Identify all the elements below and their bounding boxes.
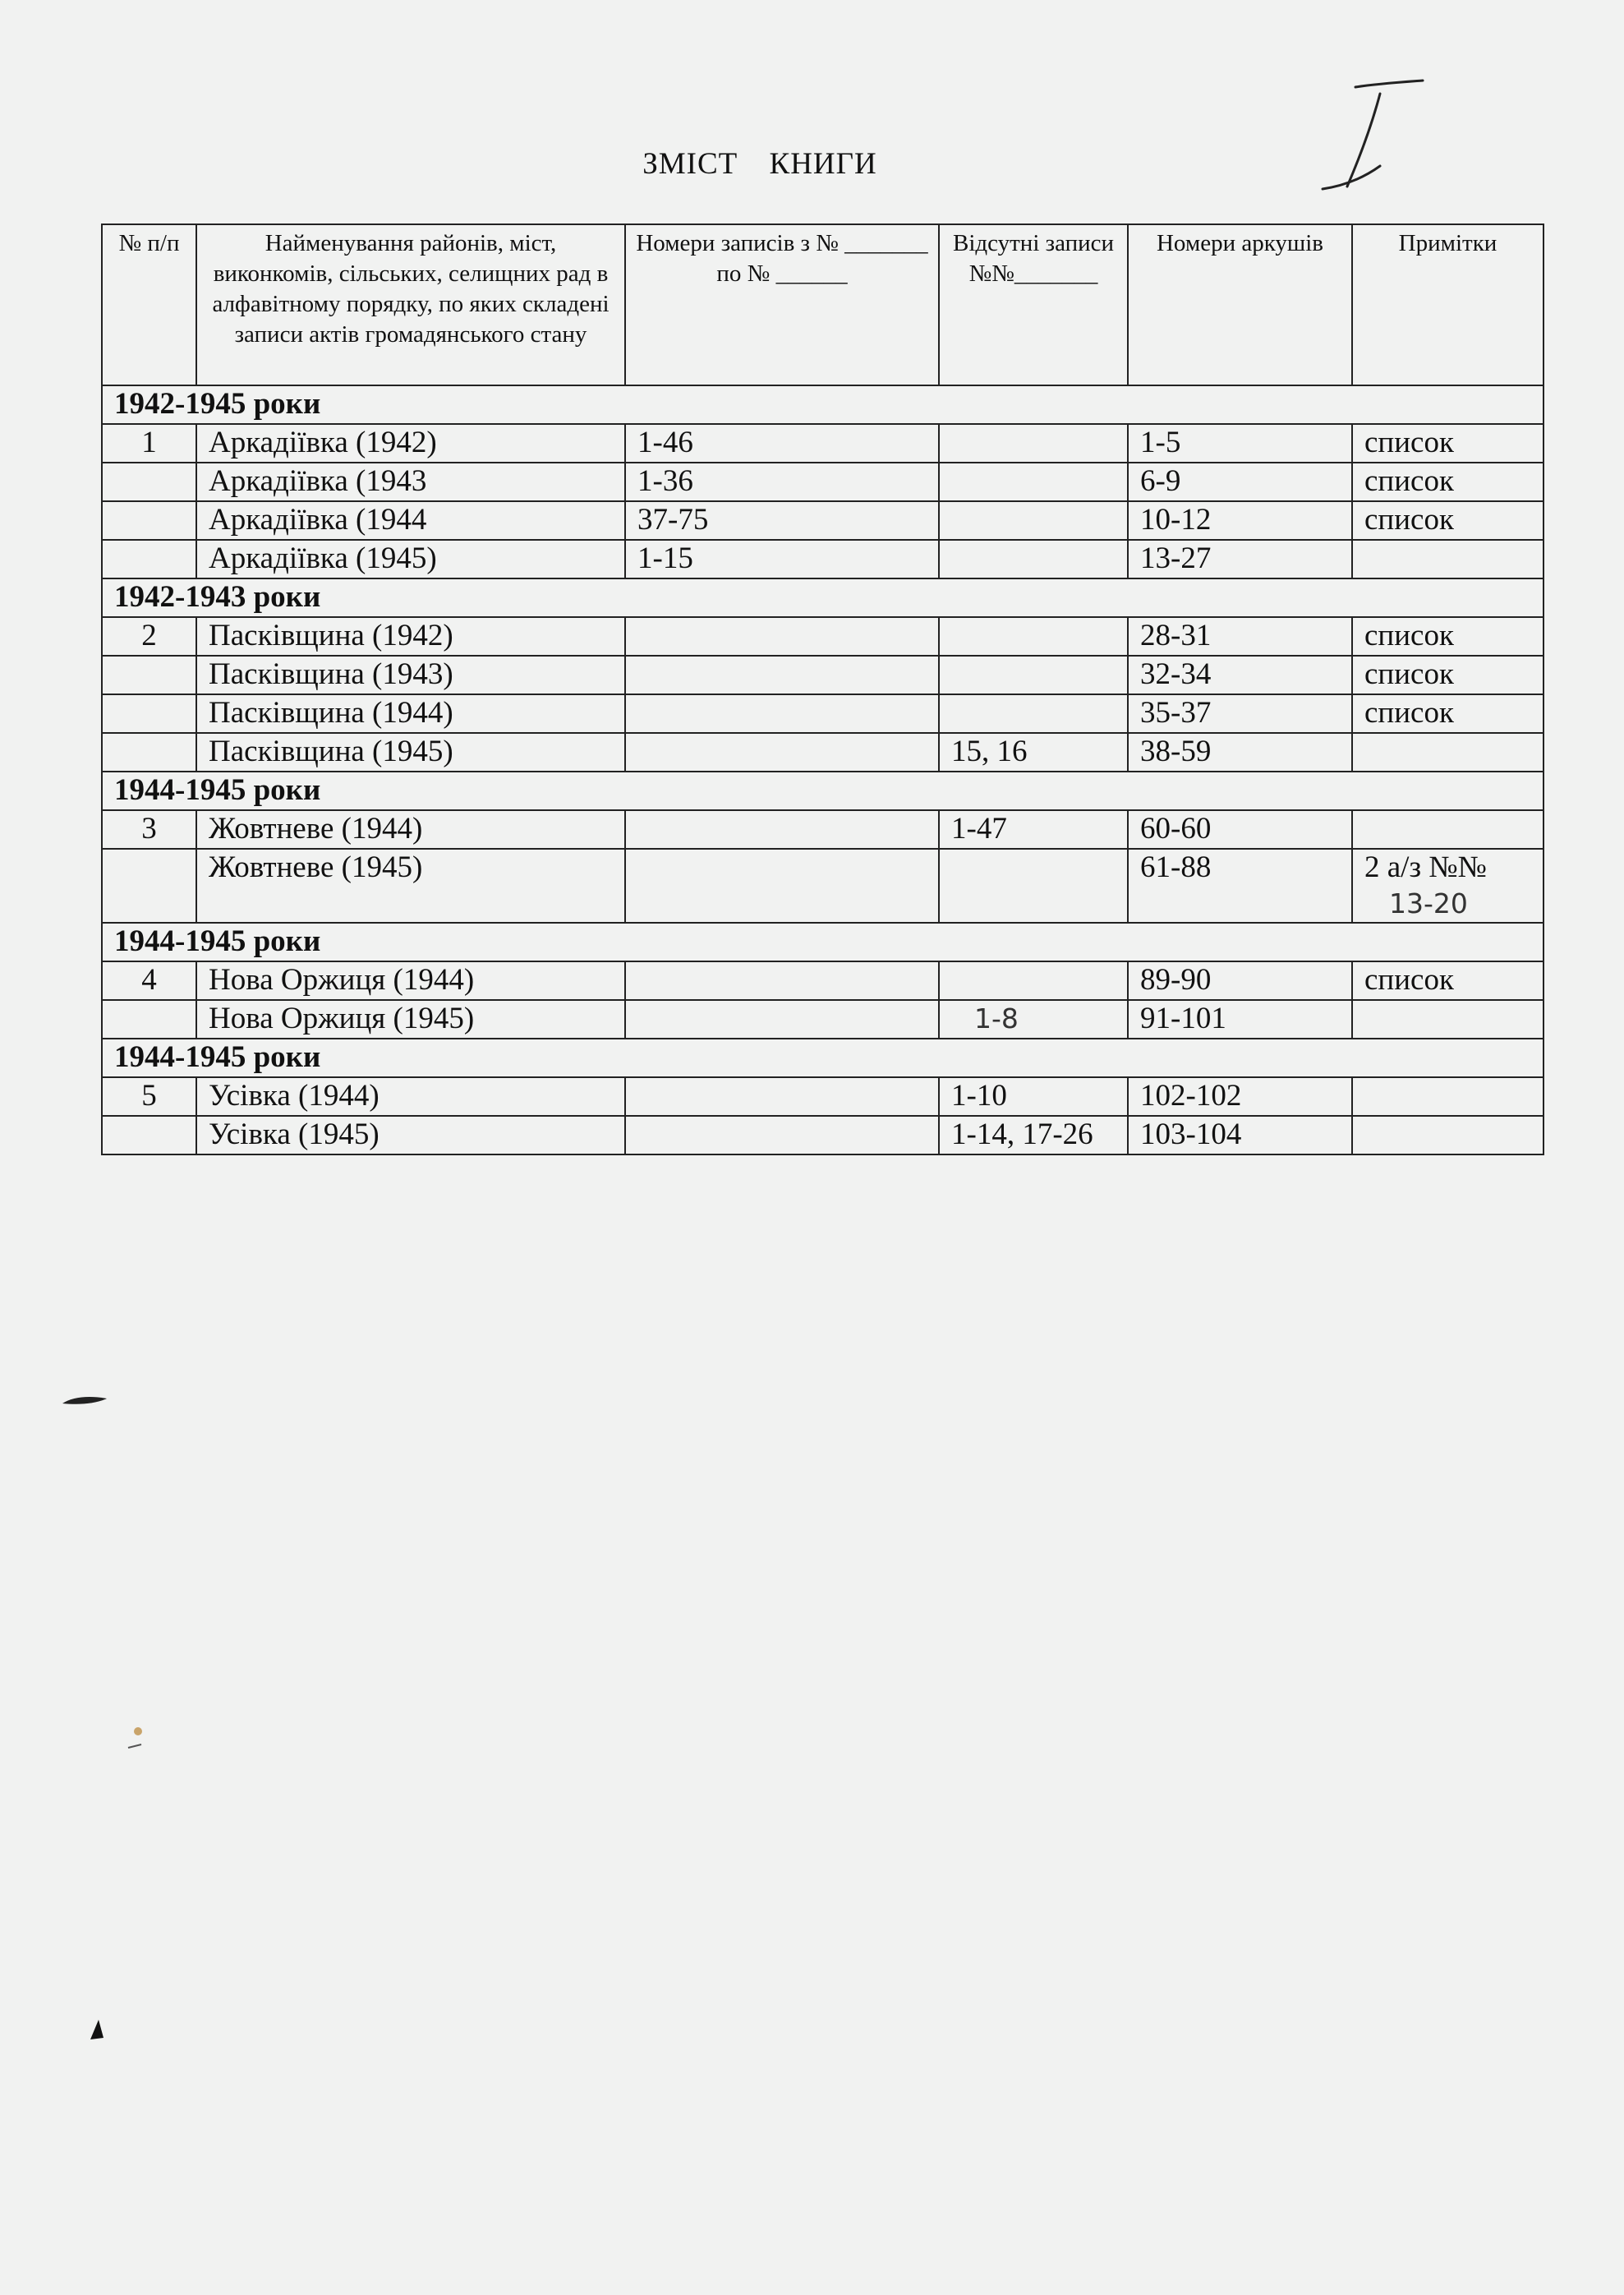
row-number: 2 — [102, 617, 196, 656]
record-numbers: 37-75 — [625, 501, 939, 540]
record-numbers — [625, 1077, 939, 1116]
section-heading: 1944-1945 роки — [102, 772, 1543, 810]
sheet-numbers: 1-5 — [1128, 424, 1352, 463]
handwritten-note-line: 13-20 — [1389, 887, 1468, 919]
settlement-name: Пасківщина (1944) — [196, 694, 625, 733]
sheet-numbers: 32-34 — [1128, 656, 1352, 694]
record-numbers: 1-15 — [625, 540, 939, 578]
settlement-name: Пасківщина (1942) — [196, 617, 625, 656]
settlement-name: Нова Оржиця (1944) — [196, 961, 625, 1000]
record-numbers — [625, 849, 939, 923]
notes: список — [1352, 463, 1543, 501]
section-row — [102, 385, 1543, 424]
record-numbers: 1-46 — [625, 424, 939, 463]
record-numbers — [625, 810, 939, 849]
settlement-name: Аркадіївка (1942) — [196, 424, 625, 463]
table-row — [102, 656, 1543, 694]
record-numbers — [625, 1116, 939, 1154]
settlement-name: Усівка (1944) — [196, 1077, 625, 1116]
table-row — [102, 501, 1543, 540]
missing-records — [939, 961, 1128, 1000]
header-notes: Примітки — [1352, 224, 1543, 385]
record-numbers — [625, 617, 939, 656]
section-heading: 1942-1943 роки — [102, 578, 1543, 617]
record-numbers — [625, 733, 939, 772]
sheet-numbers: 91-101 — [1128, 1000, 1352, 1039]
missing-records: 1-10 — [939, 1077, 1128, 1116]
settlement-name: Жовтневе (1944) — [196, 810, 625, 849]
settlement-name: Аркадіївка (1945) — [196, 540, 625, 578]
row-number — [102, 540, 196, 578]
table-row — [102, 617, 1543, 656]
notes: список — [1352, 694, 1543, 733]
missing-records — [939, 694, 1128, 733]
notes — [1352, 1077, 1543, 1116]
section-row — [102, 772, 1543, 810]
header-number: № п/п — [102, 224, 196, 385]
section-heading: 1944-1945 роки — [102, 923, 1543, 961]
notes — [1352, 810, 1543, 849]
sheet-numbers: 60-60 — [1128, 810, 1352, 849]
sheet-numbers: 10-12 — [1128, 501, 1352, 540]
table-row — [102, 1116, 1543, 1154]
settlement-name: Пасківщина (1945) — [196, 733, 625, 772]
section-row — [102, 1039, 1543, 1077]
table-row — [102, 1000, 1543, 1039]
row-number: 4 — [102, 961, 196, 1000]
section-heading: 1942-1945 роки — [102, 385, 1543, 424]
record-numbers — [625, 694, 939, 733]
notes: список — [1352, 961, 1543, 1000]
table-row — [102, 1077, 1543, 1116]
sheet-numbers: 6-9 — [1128, 463, 1352, 501]
missing-records — [939, 424, 1128, 463]
notes — [1352, 733, 1543, 772]
ink-blot — [56, 1389, 122, 1413]
row-number: 1 — [102, 424, 196, 463]
handwritten-roman-numeral — [1314, 76, 1429, 199]
sheet-numbers: 89-90 — [1128, 961, 1352, 1000]
missing-records — [939, 849, 1128, 923]
row-number — [102, 849, 196, 923]
table-body — [102, 385, 1543, 1154]
missing-records — [939, 617, 1128, 656]
record-numbers — [625, 1000, 939, 1039]
contents-table — [101, 224, 1544, 1155]
record-numbers: 1-36 — [625, 463, 939, 501]
table-row — [102, 463, 1543, 501]
notes — [1352, 540, 1543, 578]
missing-records — [939, 540, 1128, 578]
stain-spot — [123, 1721, 156, 1754]
notes — [1352, 1000, 1543, 1039]
table-row — [102, 694, 1543, 733]
header-missing: Відсутні записи №№_______ — [939, 224, 1128, 385]
missing-records — [939, 1000, 1128, 1039]
sheet-numbers: 13-27 — [1128, 540, 1352, 578]
sheet-numbers: 103-104 — [1128, 1116, 1352, 1154]
header-records: Номери записів з № _______ по № ______ — [625, 224, 939, 385]
missing-records: 1-47 — [939, 810, 1128, 849]
missing-records: 15, 16 — [939, 733, 1128, 772]
table-row — [102, 540, 1543, 578]
record-numbers — [625, 656, 939, 694]
settlement-name: Нова Оржиця (1945) — [196, 1000, 625, 1039]
table-row — [102, 424, 1543, 463]
row-number — [102, 656, 196, 694]
title-word-2: КНИГИ — [769, 147, 877, 181]
settlement-name: Аркадіївка (1944 — [196, 501, 625, 540]
row-number: 3 — [102, 810, 196, 849]
notes: список — [1352, 656, 1543, 694]
notes: список — [1352, 424, 1543, 463]
row-number — [102, 1116, 196, 1154]
table-header-row — [102, 224, 1543, 385]
section-row — [102, 923, 1543, 961]
settlement-name: Аркадіївка (1943 — [196, 463, 625, 501]
section-row — [102, 578, 1543, 617]
settlement-name: Пасківщина (1943) — [196, 656, 625, 694]
missing-records — [939, 656, 1128, 694]
missing-records — [939, 463, 1128, 501]
header-name: Найменування районів, міст, виконкомів, сільських, селищних рад в алфавітному порядку, по яких складені записи актів громадянського стану — [196, 224, 625, 385]
sheet-numbers: 38-59 — [1128, 733, 1352, 772]
row-number — [102, 501, 196, 540]
table-row — [102, 810, 1543, 849]
ink-spot — [82, 2013, 115, 2046]
table-row — [102, 961, 1543, 1000]
settlement-name: Усівка (1945) — [196, 1116, 625, 1154]
sheet-numbers: 102-102 — [1128, 1077, 1352, 1116]
row-number — [102, 463, 196, 501]
sheet-numbers: 61-88 — [1128, 849, 1352, 923]
handwritten-missing-records: 1-8 — [974, 1002, 1019, 1035]
row-number — [102, 733, 196, 772]
notes — [1352, 1116, 1543, 1154]
notes: список — [1352, 617, 1543, 656]
record-numbers — [625, 961, 939, 1000]
notes: список — [1352, 501, 1543, 540]
page-title — [0, 146, 1520, 182]
row-number: 5 — [102, 1077, 196, 1116]
missing-records — [939, 501, 1128, 540]
section-heading: 1944-1945 роки — [102, 1039, 1543, 1077]
title-word-1: ЗМІСТ — [642, 147, 738, 181]
header-sheets: Номери аркушів — [1128, 224, 1352, 385]
notes — [1352, 849, 1543, 923]
row-number — [102, 1000, 196, 1039]
settlement-name: Жовтневе (1945) — [196, 849, 625, 923]
note-line: 2 а/з №№ — [1364, 850, 1487, 884]
sheet-numbers: 28-31 — [1128, 617, 1352, 656]
row-number — [102, 694, 196, 733]
table-row — [102, 733, 1543, 772]
sheet-numbers: 35-37 — [1128, 694, 1352, 733]
table-row — [102, 849, 1543, 923]
missing-records: 1-14, 17-26 — [939, 1116, 1128, 1154]
